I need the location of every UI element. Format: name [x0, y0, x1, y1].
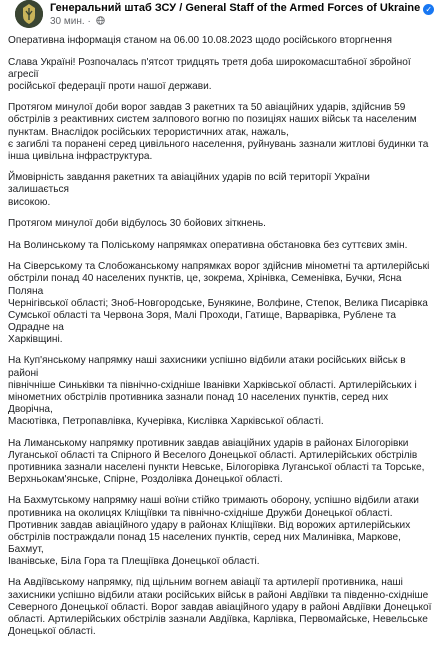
post-paragraph-heading: Оперативна інформація станом на 06.00 10.08.2023 щодо російського вторгнення: [8, 35, 392, 46]
post-paragraph: На Бахмутському напрямку наші воїни стійко тримають оборону, успішно відбили атаки противника на околицях Кліщіївки та північно-східніше Дружби Донецької області. Противник завдав авіаційного удару в районах Кліщіївки. Від ворожих артилерійських обстрілів постраждали понад 15 населених пунктів, серед них Малинівка, Маркове, Бахмут, Іванівське, Біла Гора та Плещіївка Донецької області.: [8, 495, 419, 567]
post-paragraph: На Куп'янському напрямку наші захисники успішно відбили атаки російських військ в районі північніше Синьківки та північно-східніше Іванівки Харківської області. Артилерійських і мінометних обстрілів противника зазнали понад 10 населених пунктів, серед них Дворічна, Масютівка, Петропавлівка, Кучерівка, Кислівка Харківської області.: [8, 355, 417, 427]
author-name[interactable]: Генеральний штаб ЗСУ / General Staff of the Armed Forces of Ukraine: [50, 2, 421, 14]
globe-icon: [96, 16, 105, 25]
post-paragraph: Протягом минулої доби ворог завдав 3 ракетних та 50 авіаційних ударів, здійснив 59 обстрілів з реактивних систем залпового вогню по позиціях наших військ та населеним пунктам. Внаслідок російських терористичних атак, нажаль, є загиблі та поранені серед цивільного населення, руйнувань зазнали житлові будинки та інша цивільна інфраструктура.: [8, 102, 429, 162]
post-paragraph: Протягом минулої доби відбулось 30 бойових зіткнень.: [8, 218, 266, 230]
post-timestamp[interactable]: 30 мин.: [50, 16, 85, 27]
post-paragraph: На Волинському та Поліському напрямках оперативна обстановка без суттєвих змін.: [8, 239, 408, 251]
emblem-icon: [15, 0, 43, 28]
page-avatar[interactable]: [15, 0, 43, 28]
post-paragraph: Слава Україні! Розпочалась п'ятсот тридцять третя доба широкомасштабної збройної агресії російської федерації проти нашої держави.: [8, 56, 411, 92]
post-paragraph: На Авдіївському напрямку, під щільним вогнем авіації та артилерії противника, наші захисники успішно відбили атаки російських військ в районі Авдіївки та південно-східніше Северного Донецької області. Ворог завдав авіаційного удару в районі Авдіївки Донецької області. Артилерійських обстрілів зазнали Авдіївка, Карлівка, Первомайське, Невельське Донецької області.: [8, 577, 432, 637]
author-name-row: [50, 1, 434, 15]
post-paragraph: На Сіверському та Слобожанському напрямках ворог здійснив мінометні та артилерійські обстріли понад 40 населених пунктів, це, зокрема, Хрінівка, Семенівка, Бучки, Ясна Поляна Чернігівської області; Зноб-Новгородське, Бунякине, Волфине, Степок, Велика Писарівка Сумської області та Червона Зоря, Малі Проходи, Гатище, Варварівка, Рублене та Одрадне на Харківщині.: [8, 261, 430, 345]
post-header: [8, 0, 439, 34]
post-body: [8, 35, 433, 647]
verified-badge-icon: ✓: [423, 4, 434, 15]
post-paragraph: На Лиманському напрямку противник завдав авіаційних ударів в районах Білогорівки Луганської області та Спірного й Веселого Донецької області. Артилерійських обстрілів противника зазнали населені пункти Невське, Білогорівка Луганської області та Торське, Верхньокам'янське, Спірне, Роздолівка Донецької області.: [8, 437, 425, 485]
post-paragraph: Ймовірність завдання ракетних та авіаційних ударів по всій території України залишається високою.: [8, 172, 370, 208]
post-meta: 30 мин. ·: [50, 16, 105, 28]
